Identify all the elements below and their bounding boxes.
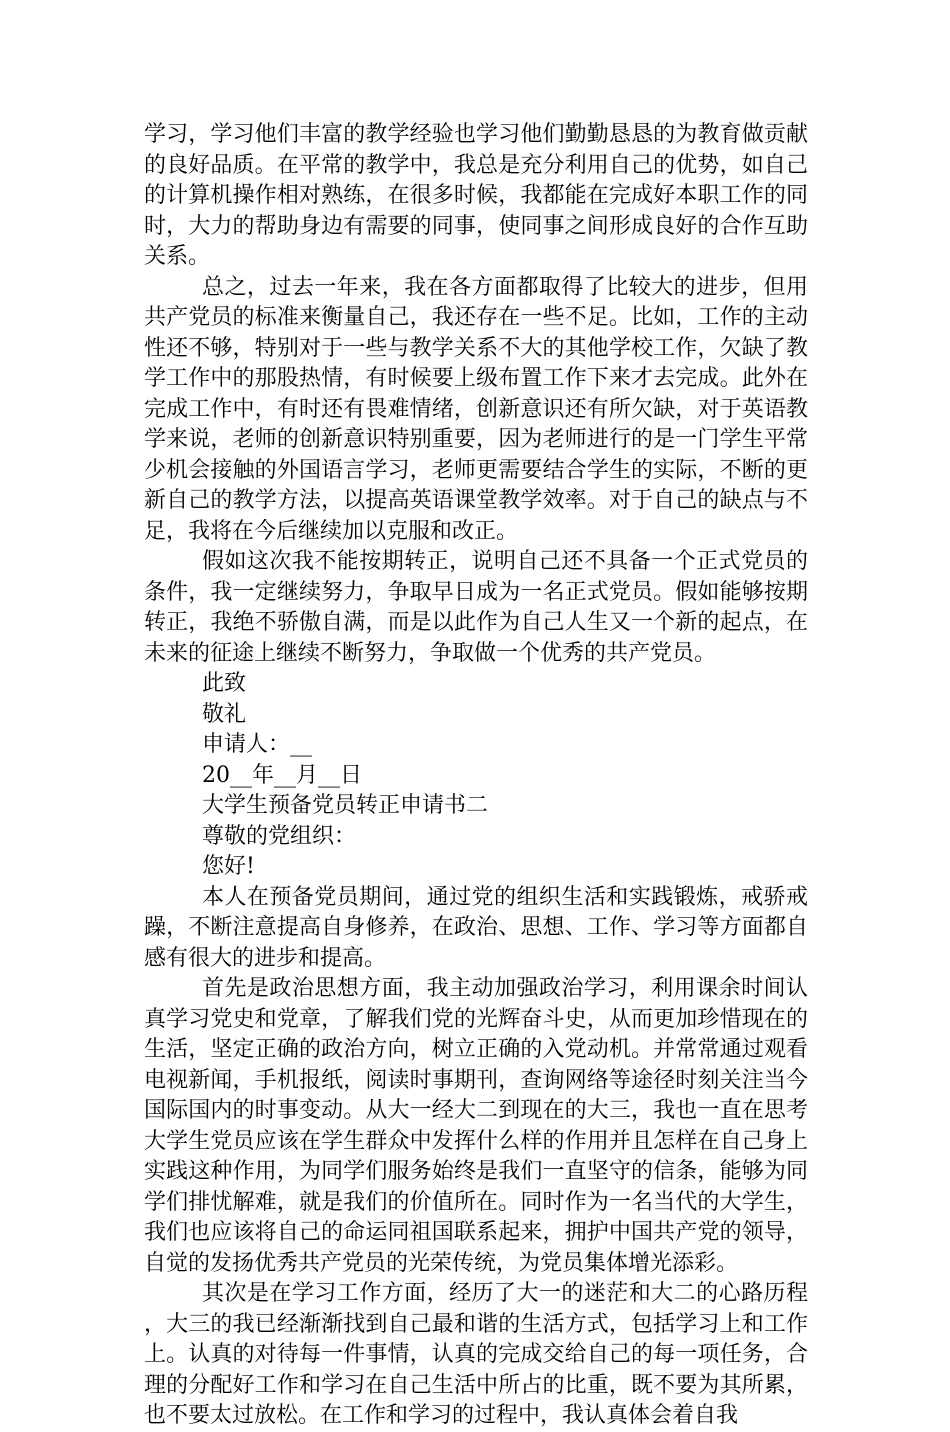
paragraph-shortcomings: 总之，过去一年来，我在各方面都取得了比较大的进步，但用共产党员的标准来衡量自己，我还存在一些不足。比如，工作的主动性还不够，特别对于一些与教学关系不大的其他学校工作，欠缺了教学工作中的那股热情，有时候要上级布置工作下来才去完成。此外在完成工作中，有时还有畏难情绪，创新意识还有所欠缺，对于英语教学来说，老师的创新意识特别重要，因为老师进行的是一门学生平常少机会接触的外国语言学习，老师更需要结合学生的实际，不断的更新自己的教学方法，以提高英语课堂教学效率。对于自己的缺点与不足，我将在今后继续加以克服和改正。	[144, 274, 808, 544]
document-page	[144, 120, 808, 1432]
paragraph-continued: 学习，学习他们丰富的教学经验也学习他们勤勤恳恳的为教育做贡献的良好品质。在平常的教学中，我总是充分利用自己的优势，如自己的计算机操作相对熟练，在很多时候，我都能在完成好本职工作的同时，大力的帮助身边有需要的同事，使同事之间形成良好的合作互助关系。	[144, 122, 808, 269]
closing-salutation: 此致	[202, 671, 247, 696]
applicant-signature-line: 申请人：__	[202, 732, 313, 757]
paragraph-study-work: 其次是在学习工作方面，经历了大一的迷茫和大二的心路历程，大三的我已经渐渐找到自己最和谐的生活方式，包括学习上和工作上。认真的对待每一件事情，认真的完成交给自己的每一项任务，合理的分配好工作和学习在自己生活中所占的比重，既不要为其所累，也不要太过放松。在工作和学习的过程中，我认真体会着自我	[144, 1281, 808, 1428]
paragraph-intro: 本人在预备党员期间，通过党的组织生活和实践锻炼，戒骄戒躁，不断注意提高自身修养，在政治、思想、工作、学习等方面都自感有很大的进步和提高。	[144, 884, 808, 971]
addressee-line: 尊敬的党组织：	[202, 823, 357, 849]
paragraph-political: 首先是政治思想方面，我主动加强政治学习，利用课余时间认真学习党史和党章，了解我们党的光辉奋斗史，从而更加珍惜现在的生活，坚定正确的政治方向，树立正确的入党动机。并常常通过观看电视新闻，手机报纸，阅读时事期刊，查询网络等途径时刻关注当今国际国内的时事变动。从大一经大二到现在的大三，我也一直在思考大学生党员应该在学生群众中发挥什么样的作用并且怎样在自己身上实践这种作用，为同学们服务始终是我们一直坚守的信条，能够为同学们排忧解难，就是我们的价值所在。同时作为一名当代的大学生，我们也应该将自己的命运同祖国联系起来，拥护中国共产党的领导，自觉的发扬优秀共产党员的光荣传统，为党员集体增光添彩。	[144, 976, 808, 1276]
closing-regards: 敬礼	[202, 701, 247, 727]
paragraph-commitment: 假如这次我不能按期转正，说明自己还不具备一个正式党员的条件，我一定继续努力，争取早日成为一名正式党员。假如能够按期转正，我绝不骄傲自满，而是以此作为自己人生又一个新的起点，在未来的征途上继续不断努力，争取做一个优秀的共产党员。	[144, 549, 808, 666]
section-title: 大学生预备党员转正申请书二	[202, 793, 489, 818]
greeting-line: 您好!	[202, 854, 255, 879]
date-line: 20__年__月__日	[202, 762, 362, 788]
